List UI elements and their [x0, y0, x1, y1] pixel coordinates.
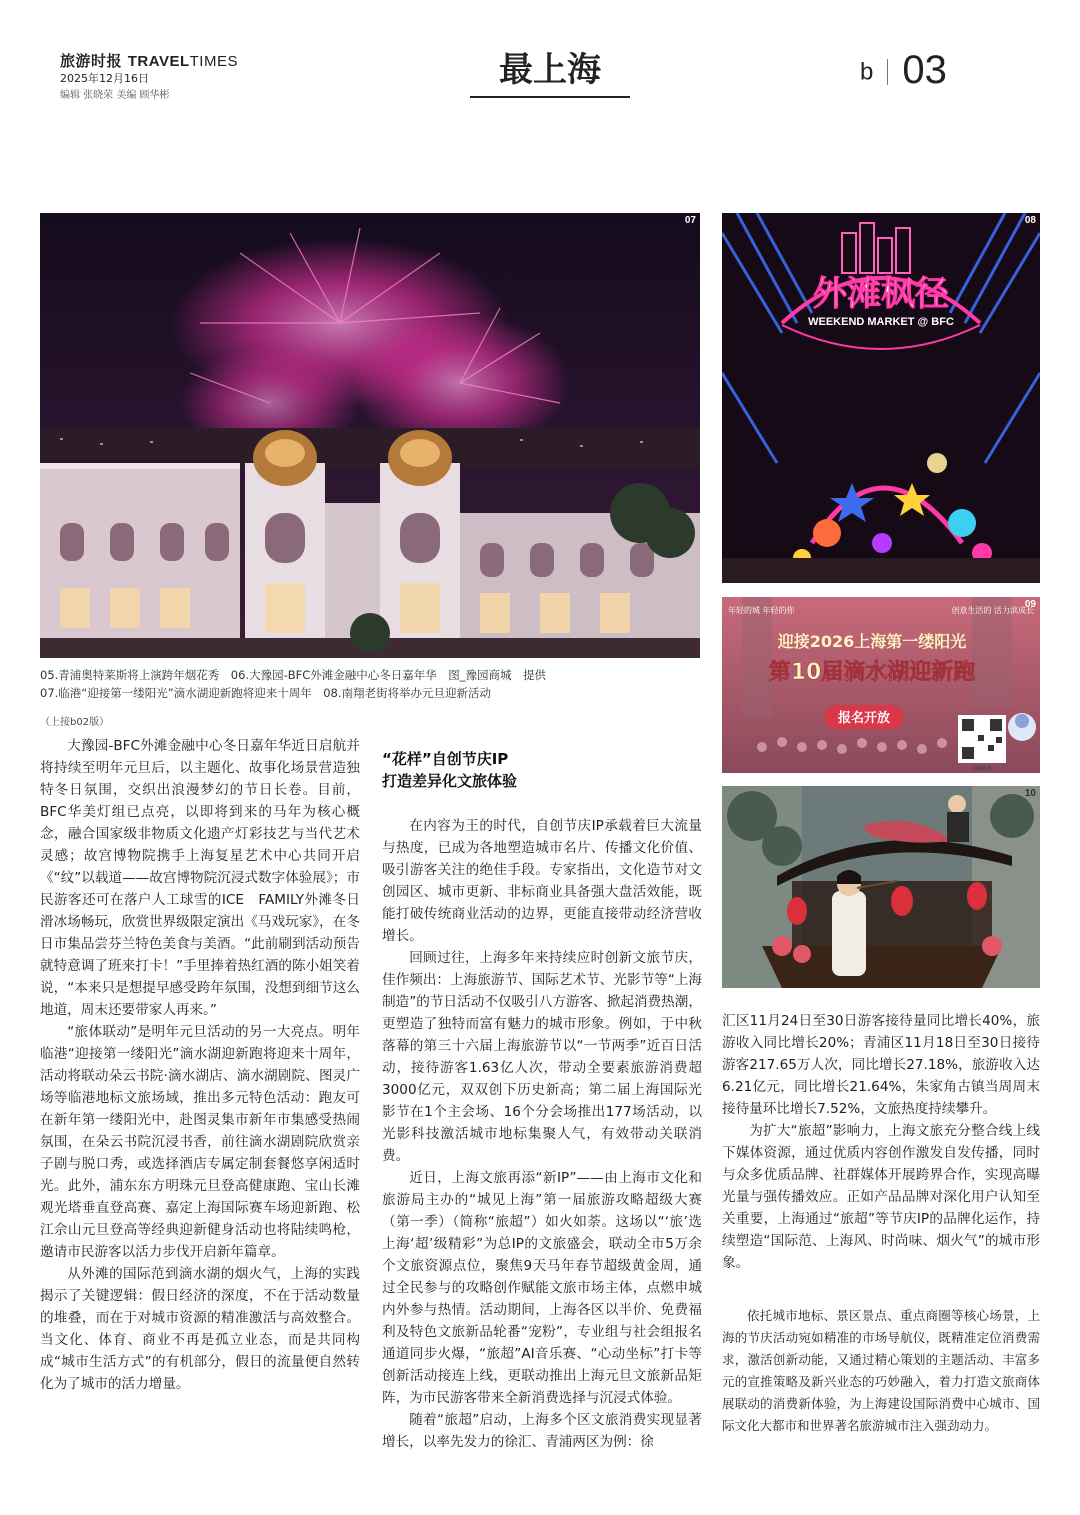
paragraph: 汇区11月24日至30日游客接待量同比增长40%，旅游收入同比增长20%；青浦区11月18日至30日接待游客217.65万人次，同比增长27.18%，旅游收入达6.21亿元，同比增长21.64%，朱家角古镇当周周末接待量环比增长7.52%，文旅热度持续攀升。 — [722, 1013, 1040, 1117]
photo-neon-market — [722, 213, 1040, 583]
issue-date: 2025年12月16日 — [60, 72, 149, 85]
paragraph: “旅体联动”是明年元旦活动的另一大亮点。明年临港“迎接第一缕阳光”滴水湖迎新跑将迎来十周年，活动将联动朵云书院·滴水湖店、滴水湖剧院、图灵广场等临港地标文旅场域，推出多元特色活动：跑友可在新年第一缕阳光中，赴图灵集市新年市集感受热闹氛围，在朵云书院沉浸书香，前往滴水湖剧院欣赏亲子剧与脱口秀，或选择酒店专属定制套餐悠享闲适时光。此外，浦东东方明珠元旦登高健康跑、宝山长滩观光塔垂直登高赛、嘉定上海国际赛车场迎新跑、松江佘山元旦登高等经典迎新健身活动也将陆续鸣枪，邀请市民游客以活力步伐开启新年篇章。 — [40, 1024, 360, 1260]
photo-number-09: 09 — [1024, 599, 1036, 610]
continued-note: （上接b02版） — [40, 717, 110, 728]
section-underline — [470, 96, 630, 98]
paragraph: 近日，上海文旅再添“新IP”——由上海市文化和旅游局主办的“城见上海”第一届旅游攻略超级大赛（第一季）（简称“旅超”）如火如荼。这场以“‘旅’选上海‘超’级精彩”为总IP的文旅盛会，联动全市5万余个文旅资源点位，聚焦9天马年春节超级黄金周，通过全民参与的攻略创作赋能文旅市场主体，点燃申城内外参与热情。活动期间，上海各区以半价、免费福利及特色文旅新品轮番“宠粉”，专业组与社会组报名通道同步火爆，“旅超”AI音乐赛、“心动坐标”打卡等创新活动接连上线，更联动推出上海元旦文旅新品矩阵，为市民游客带来全新消费选择与沉浸式体验。 — [382, 1170, 702, 1406]
photo-run-poster — [722, 597, 1040, 773]
poster-headline: 迎接2026上海第一缕阳光 — [777, 632, 967, 651]
poster-corner-left: 年轻的城 年轻的你 — [728, 606, 795, 615]
page-divider — [887, 59, 888, 85]
subhead-line-1: “花样”自创节庆IP — [382, 750, 509, 768]
neon-sign-title: 外滩枫径 — [813, 274, 949, 314]
masthead — [60, 50, 238, 71]
section-title: 最上海 — [499, 50, 601, 90]
paragraph: 为扩大“旅超”影响力，上海文旅充分整合线上线下媒体资源，通过优质内容创作激发自发传播，同时与众多优质品牌、社群媒体开展跨界合作，实现高曝光量与强传播效应。正如产品品牌对深化用户认知至关重要，上海通过“旅超”等节庆IP的品牌化运作，持续塑造“国际范、上海风、时尚味、烟火气”的城市形象。 — [722, 1123, 1040, 1271]
page-letter: b — [860, 58, 874, 86]
photo-number-08: 08 — [1024, 215, 1036, 226]
neon-sign-subtitle: WEEKEND MARKET @ BFC — [808, 316, 954, 328]
paragraph: 回顾过往，上海多年来持续应时创新文旅节庆，佳作频出：上海旅游节、国际艺术节、光影节等“上海制造”的节日活动不仅吸引八方游客、掀起消费热潮，更塑造了独特而富有魅力的城市形象。例如，于中秋落幕的第三十六届上海旅游节以“一节两季”近百日活动，接待游客1.63亿人次，带动全要素旅游消费超3000亿元，双双创下历史新高；第二届上海国际光影节在1个主会场、16个分会场推出177场活动，以光影科技激活城市地标集聚人气，有效带动关联消费。 — [382, 950, 702, 1164]
masthead-en-bold: TRAVEL — [127, 53, 190, 70]
section-subhead — [382, 748, 702, 792]
paragraph: 从外滩的国际范到滴水湖的烟火气，上海的实践揭示了关键逻辑：假日经济的深度，不在于活动数量的堆叠，而在于对城市资源的精准激活与高效整合。当文化、体育、商业不再是孤立业态，而是共同构成“城市生活方式”的有机部分，假日的流量便自然转化为了城市的活力增量。 — [40, 1266, 360, 1392]
article-column-1 — [40, 735, 360, 1395]
summary-paragraph: 依托城市地标、景区景点、重点商圈等核心场景，上海的节庆活动宛如精准的市场导航仪，既精准定位消费需求，激活创新动能，又通过精心策划的主题活动、丰富多元的宣推策略及新兴业态的巧妙融入，着力打造文旅商体展联动的消费新体验，为上海建设国际消费中心城市、国际文化大都市和世界著名旅游城市注入强劲动力。 — [722, 1308, 1040, 1433]
closing-summary — [722, 1305, 1040, 1437]
page-number-digits: 03 — [902, 48, 947, 92]
page-number — [860, 48, 947, 93]
masthead-en-light: TIMES — [189, 53, 238, 70]
article-column-2 — [382, 815, 702, 1453]
photo-fireworks-mall — [40, 213, 700, 658]
paragraph: 大豫园-BFC外滩金融中心冬日嘉年华近日启航并将持续至明年元旦后，以主题化、故事化场景营造独特冬日氛围，交织出浪漫梦幻的节日长卷。目前，BFC华美灯组已点亮，以即将到来的马年为核心概念，融合国家级非物质文化遗产灯彩技艺与当代艺术灵感；故宫博物院携手上海复星艺术中心共同开启《“纹”以载道——故宫博物院沉浸式数字体验展》；市民游客还可在落户人工球雪的ICE FAMILY外滩冬日滑冰场畅玩，欣赏世界级限定演出《马戏玩家》，在冬日市集品尝芬兰特色美食与美酒。“此前刷到活动预告就特意调了班来打卡！”手里捧着热红酒的陈小姐笑着说，“本来只是想提早感受跨年氛围，没想到细节这么地道，周末还要带家人再来。” — [40, 738, 360, 1018]
photo-caption-line-1: 05.青浦奥特莱斯将上演跨年烟花秀 06.大豫园-BFC外滩金融中心冬日嘉年华 图_豫园商城 提供 — [40, 668, 547, 682]
photo-number-10: 10 — [1024, 788, 1036, 799]
photo-boat-performer — [722, 786, 1040, 988]
poster-signup-button: 报名开放 — [837, 711, 891, 726]
paragraph: 在内容为王的时代，自创节庆IP承载着巨大流量与热度，已成为各地塑造城市名片、传播文化价值、吸引游客关注的绝佳手段。专家指出，文化造节对文创园区、城市更新、非标商业具备强大盘活效能，既能打破传统商业活动的边界，更能直接带动经济营收增长。 — [382, 818, 702, 944]
poster-title: 第10届滴水湖迎新跑 — [768, 660, 976, 685]
paragraph: 随着“旅超”启动，上海多个区文旅消费实现显著增长，以率先发力的徐汇、青浦两区为例：徐 — [382, 1412, 702, 1450]
editors-line: 编辑 张晓荣 美编 顾华彬 — [60, 90, 170, 101]
masthead-cn: 旅游时报 — [60, 52, 123, 70]
photo-number-07: 07 — [684, 215, 696, 226]
poster-corner-right: 创意生活的 活力滨成长 — [951, 606, 1034, 615]
poster-qr-label: 扫码报名 — [971, 766, 993, 772]
article-column-3 — [722, 1010, 1040, 1274]
subhead-line-2: 打造差异化文旅体验 — [382, 772, 518, 790]
photo-caption-line-2: 07.临港“迎接第一缕阳光”滴水湖迎新跑将迎来十周年 08.南翔老街将举办元旦迎新活动 — [40, 686, 491, 700]
